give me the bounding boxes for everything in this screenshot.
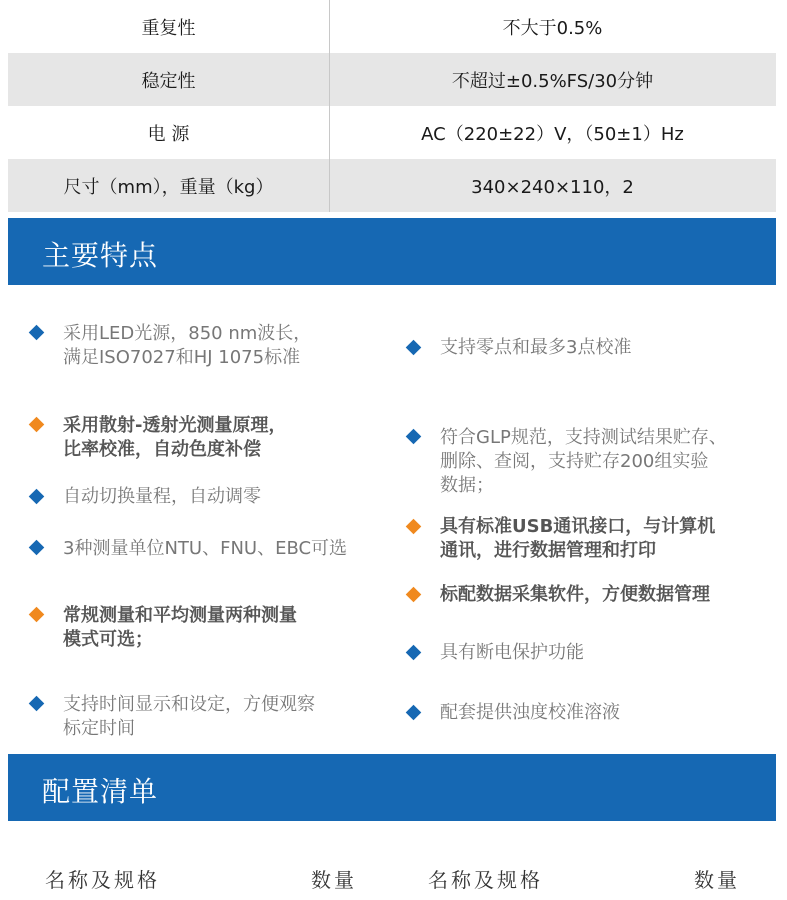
table-row bbox=[8, 106, 776, 159]
spec-value: 340×240×110，2 bbox=[471, 176, 634, 198]
table-row bbox=[8, 0, 776, 53]
feature-item: 配套提供浊度校准溶液 bbox=[440, 702, 620, 723]
config-header-name: 名称及规格 bbox=[428, 868, 543, 892]
feature-item: 常规测量和平均测量两种测量 模式可选； bbox=[63, 605, 297, 650]
bullet-diamond-icon bbox=[406, 705, 422, 721]
spec-label: 重复性 bbox=[141, 17, 196, 39]
feature-item: 具有标准USB通讯接口，与计算机 通讯，进行数据管理和打印 bbox=[440, 516, 716, 561]
feature-item: 3种测量单位NTU、FNU、EBC可选 bbox=[63, 538, 348, 559]
features-title: 主要特点 bbox=[42, 239, 159, 272]
feature-item: 符合GLP规范，支持测试结果贮存、 删除、查阅，支持贮存200组实验 数据； bbox=[440, 427, 727, 496]
spec-value: AC（220±22）V，（50±1）Hz bbox=[421, 123, 684, 145]
bullet-diamond-icon bbox=[406, 645, 422, 661]
config-header-name: 名称及规格 bbox=[45, 868, 160, 892]
features-banner bbox=[8, 218, 776, 285]
bullet-diamond-icon bbox=[29, 696, 45, 712]
bullet-diamond-icon bbox=[29, 325, 45, 341]
feature-item: 自动切换量程，自动调零 bbox=[63, 486, 261, 507]
feature-item: 具有断电保护功能 bbox=[440, 642, 584, 663]
bullet-diamond-icon bbox=[29, 540, 45, 556]
table-row bbox=[8, 159, 776, 212]
bullet-diamond-icon bbox=[29, 607, 45, 623]
spec-label: 尺寸（mm），重量（kg） bbox=[63, 176, 274, 198]
spec-value: 不大于0.5% bbox=[502, 17, 603, 39]
bullet-diamond-icon bbox=[29, 417, 45, 433]
config-header-qty: 数量 bbox=[694, 868, 740, 892]
bullet-diamond-icon bbox=[406, 429, 422, 445]
config-banner bbox=[8, 754, 776, 821]
table-row bbox=[8, 53, 776, 106]
feature-item: 采用散射-透射光测量原理， 比率校准，自动色度补偿 bbox=[63, 415, 287, 460]
feature-item: 标配数据采集软件，方便数据管理 bbox=[440, 584, 710, 605]
bullet-diamond-icon bbox=[406, 340, 422, 356]
spec-label: 电 源 bbox=[147, 123, 190, 145]
spec-label: 稳定性 bbox=[141, 70, 196, 92]
bullet-diamond-icon bbox=[406, 519, 422, 535]
spec-value: 不超过±0.5%FS/30分钟 bbox=[451, 70, 654, 92]
table-divider bbox=[329, 0, 330, 212]
feature-item: 采用LED光源，850 nm波长， 满足ISO7027和HJ 1075标准 bbox=[63, 323, 312, 368]
config-header-qty: 数量 bbox=[311, 868, 357, 892]
bullet-diamond-icon bbox=[29, 489, 45, 505]
bullet-diamond-icon bbox=[406, 587, 422, 603]
feature-item: 支持时间显示和设定，方便观察 标定时间 bbox=[63, 694, 315, 739]
feature-item: 支持零点和最多3点校准 bbox=[440, 337, 632, 358]
config-title: 配置清单 bbox=[42, 775, 159, 808]
spec-table bbox=[8, 0, 776, 212]
